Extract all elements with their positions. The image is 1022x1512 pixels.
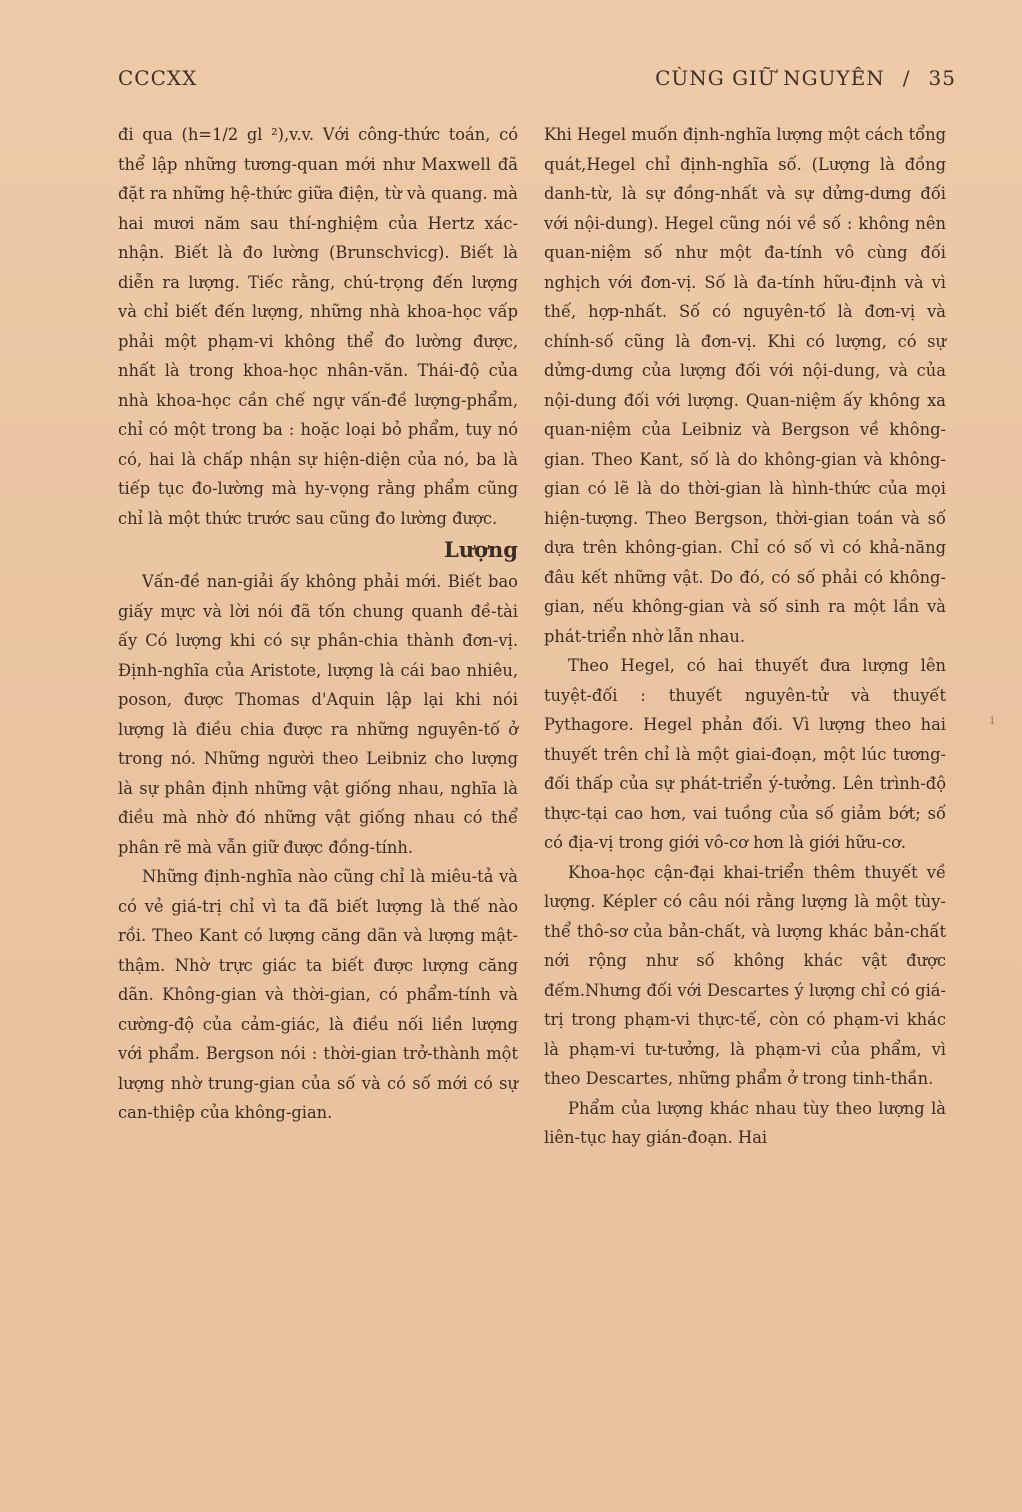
header-separator: / [902,66,911,90]
right-paragraph-2: Theo Hegel, có hai thuyết đưa lượng lên tuyệt-đối : thuyết nguyên-tử và thuyết Pythagore. Hegel phản đối. Vì lượng theo hai thuyết trên chỉ là một giai-đoạn, một lúc tương-đối thấp của sự phát-triển ý-tưởng. Lên trình-độ thực-tại cao hơn, vai tuồng của số giảm bớt; số có địa-vị trong giới vô-cơ hơn là giới hữu-cơ. [544,656,946,852]
right-paragraph-3: Khoa-học cận-đại khai-triển thêm thuyết về lượng. Képler có câu nói rằng lượng là một tùy-thể thô-sơ của bản-chất, và lượng khác bản-chất nới rộng như số không khác vật được đếm.Nhưng đối với Descartes ý lượng chỉ có giá-trị trong phạm-vi thực-tế, còn có phạm-vi khác là phạm-vi tư-tưởng, là phạm-vi của phẩm, vì theo Descartes, những phẩm ở trong tinh-thần. [544,862,946,1088]
left-paragraph-2: Vấn-đề nan-giải ấy không phải mới. Biết bao giấy mực và lời nói đã tốn chung quanh đề-tài ấy Có lượng khi có sự phân-chia thành đơn-vị. Định-nghĩa của Aristote, lượng là cái bao nhiêu, poson, được Thomas d'Aquin lập lại khi nói lượng là điều chia được ra những nguyên-tố ở trong nó. Những người theo Leibniz cho lượng là sự phân định những vật giống nhau, nghĩa là điều mà nhờ đó những vật giống nhau có thể phân rẽ mà vẫn giữ được đồng-tính. [118,572,518,857]
left-column [118,120,518,1128]
running-title: CÙNG GIỮ NGUYÊN [655,66,885,90]
page-header [118,60,956,96]
left-paragraph-3: Những định-nghĩa nào cũng chỉ là miêu-tả và có vẻ giá-trị chỉ vì ta đã biết lượng là thế nào rồi. Theo Kant có lượng căng dãn và lượng mật-thậm. Nhờ trực giác ta biết được lượng căng dãn. Không-gian và thời-gian, có phẩm-tính và cường-độ của cảm-giác, là điều nối liền lượng với phẩm. Bergson nói : thời-gian trở-thành một lượng nhờ trung-gian của số và có số mới có sự can-thiệp của không-gian. [118,867,518,1122]
header-code: CCCXX [118,66,198,90]
header-right [655,66,956,90]
right-column [544,120,946,1153]
left-paragraph-1: đi qua (h=1/2 gl ²),v.v. Với công-thức toán, có thể lập những tương-quan mới như Maxwell đã đặt ra những hệ-thức giữa điện, từ và quang. mà hai mươi năm sau thí-nghiệm của Hertz xác-nhận. Biết là đo lường (Brunschvicg). Biết là diễn ra lượng. Tiếc rằng, chú-trọng đến lượng và chỉ biết đến lượng, những nhà khoa-học vấp phải một phạm-vi không thể đo lường được, nhất là trong khoa-học nhân-văn. Thái-độ của nhà khoa-học cần chế ngự vấn-đề lượng-phẩm, chỉ có một trong ba : hoặc loại bỏ phẩm, tuy nó có, hai là chấp nhận sự hiện-diện của nó, ba là tiếp tục đo-lường mà hy-vọng rằng phẩm cũng chỉ là một thức trước sau cũng đo lường được. [118,125,518,528]
margin-mark: ı [990,712,995,728]
section-heading-luong: Lượng [444,537,518,562]
right-paragraph-1: Khi Hegel muốn định-nghĩa lượng một cách tổng quát,Hegel chỉ định-nghĩa số. (Lượng là đồng danh-từ, là sự đồng-nhất và sự dửng-dưng đối với nội-dung). Hegel cũng nói về số : không nên quan-niệm số như một đa-tính vô cùng đối nghịch với đơn-vị. Số là đa-tính hữu-định và vì thế, hợp-nhất. Số có nguyên-tố là đơn-vị và chính-số cũng là đơn-vị. Khi có lượng, có sự dửng-dưng của lượng đối với nội-dung, và của nội-dung đối với lượng. Quan-niệm ấy không xa quan-niệm của Leibniz và Bergson về không-gian. Theo Kant, số là do không-gian và không-gian có lẽ là do thời-gian là hình-thức của mọi hiện-tượng. Theo Bergson, thời-gian toán và số dựa trên không-gian. Chỉ có số vì có khả-năng đâu kết những vật. Do đó, có số phải có không-gian, nếu không-gian và số sinh ra một lần và phát-triển nhờ lẫn nhau. [544,125,946,646]
right-paragraph-4: Phẩm của lượng khác nhau tùy theo lượng là liên-tục hay gián-đoạn. Hai [544,1098,946,1147]
page-number: 35 [928,66,956,90]
